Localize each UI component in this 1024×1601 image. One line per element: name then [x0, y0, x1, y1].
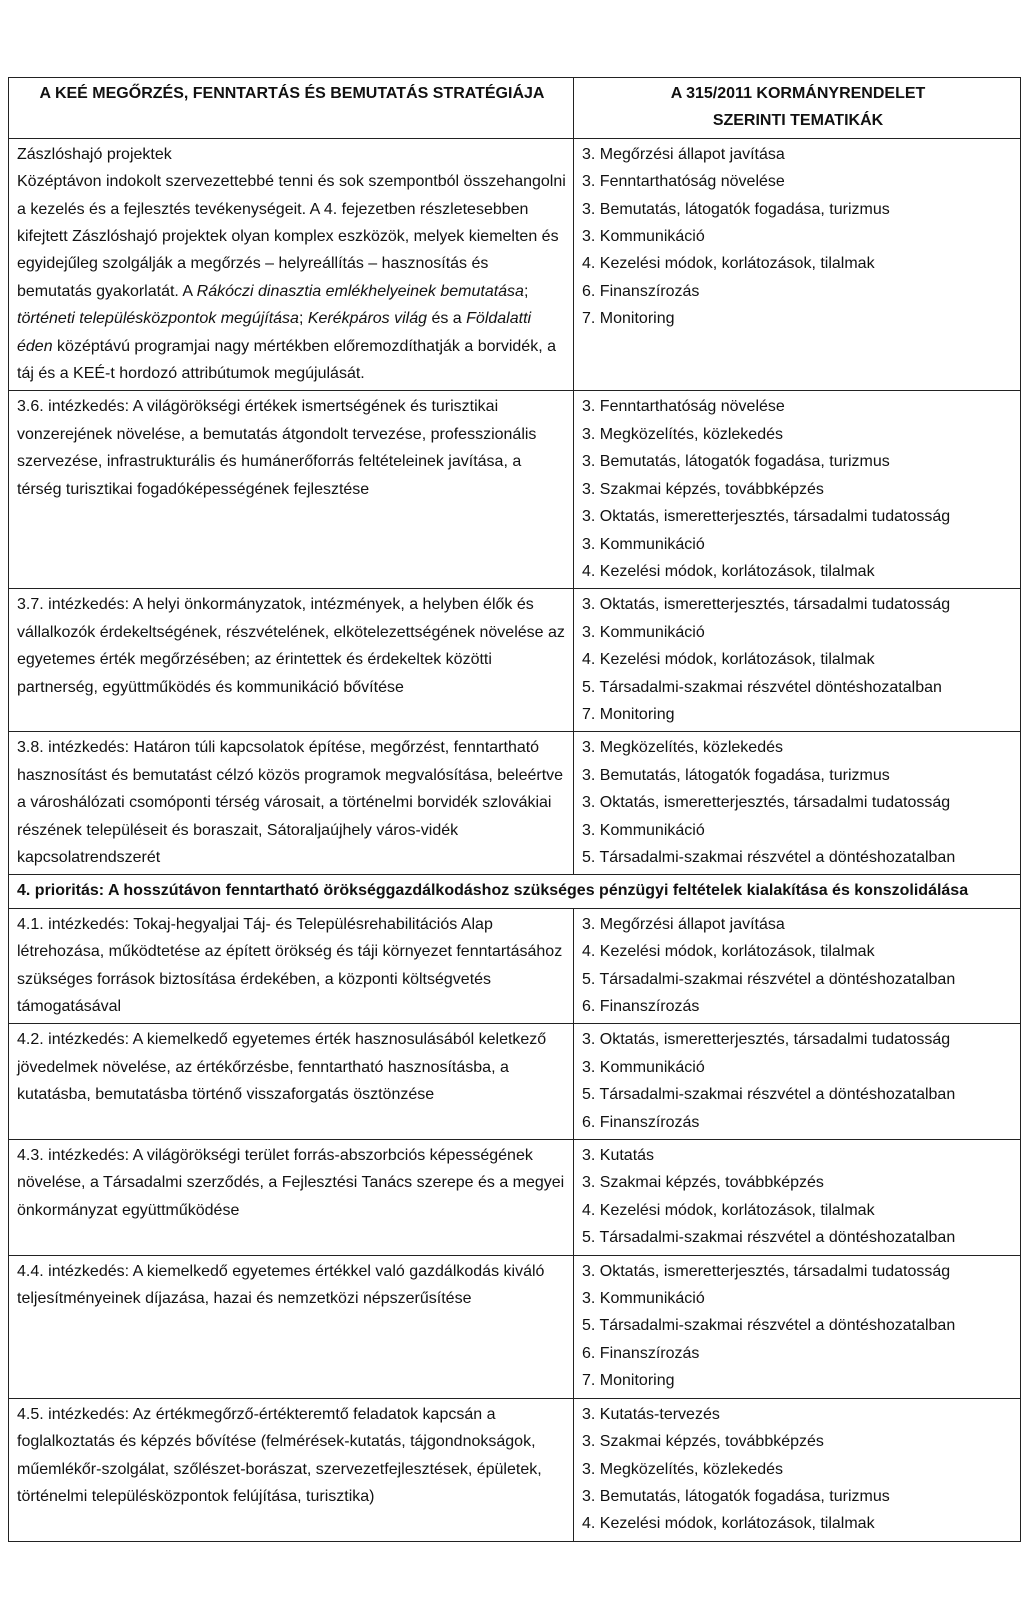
theme-item: 3. Oktatás, ismeretterjesztés, társadalmi tudatosság	[582, 794, 951, 812]
theme-item: 6. Finanszírozás	[582, 282, 700, 300]
theme-item: 3. Fenntarthatóság növelése	[582, 398, 785, 416]
theme-item: 5. Társadalmi-szakmai részvétel döntéshozatalban	[582, 678, 942, 696]
flagship-italic-4: Földalatti éden	[17, 310, 532, 355]
table-row-priority-4	[9, 875, 1021, 908]
flagship-sep-2: ;	[298, 310, 308, 328]
theme-item: 5. Társadalmi-szakmai részvétel a döntéshozatalban	[582, 970, 956, 988]
theme-item: 3. Kommunikáció	[582, 1290, 705, 1308]
measure-3-8-cell	[9, 732, 574, 875]
measure-4-2-themes-cell	[574, 1024, 1021, 1140]
flagship-sep-3: és a	[427, 310, 467, 328]
theme-item: 6. Finanszírozás	[582, 1113, 700, 1131]
table-row-4-1	[9, 908, 1021, 1024]
flagship-italic-2: történeti településközpontok megújítása	[17, 310, 299, 328]
measure-4-4-themes-cell	[574, 1255, 1021, 1398]
table-header-row	[9, 78, 1021, 139]
measure-4-5-themes-cell	[574, 1398, 1021, 1541]
measure-3-6-themes-cell	[574, 391, 1021, 589]
measure-3-7-text: 3.7. intézkedés: A helyi önkormányzatok, intézmények, a helyben élők és vállalkozók érdekeltségének, részvételének, elkötelezettségének növelése az egyetemes érték megőrzésében; az érintettek és érdekeltek közötti partnerség, együttműködés és kommunikáció bővítése	[17, 596, 565, 696]
flagship-text-part1: Középtávon indokolt szervezettebbé tenni és sok szempontból összehangolni a kezelés és a fejlesztés tevékenységeit. A 4. fejezetben részletesebben kifejtett Zászlóshajó projektek olyan komplex eszközök, melyek kiemelten és egyidejűleg szolgálják a megőrzés – helyreállítás – hasznosítás és bemutatás gyakorlatát. A	[17, 173, 566, 300]
theme-item: 4. Kezelési módok, korlátozások, tilalmak	[582, 562, 875, 580]
theme-item: 3. Megközelítés, közlekedés	[582, 739, 783, 757]
measure-4-5-cell	[9, 1398, 574, 1541]
theme-item: 5. Társadalmi-szakmai részvétel a döntéshozatalban	[582, 848, 956, 866]
theme-item: 3. Szakmai képzés, továbbképzés	[582, 1174, 824, 1192]
measure-4-2-cell	[9, 1024, 574, 1140]
measure-4-4-cell	[9, 1255, 574, 1398]
measure-4-1-themes-cell	[574, 908, 1021, 1024]
theme-item: 3. Szakmai képzés, továbbképzés	[582, 480, 824, 498]
measure-4-1-cell	[9, 908, 574, 1024]
theme-item: 3. Kommunikáció	[582, 821, 705, 839]
measure-4-3-cell	[9, 1140, 574, 1256]
table-row-flagship	[9, 138, 1021, 391]
theme-item: 3. Kommunikáció	[582, 228, 705, 246]
theme-item: 3. Megőrzési állapot javítása	[582, 145, 785, 163]
flagship-sep-1: ;	[523, 282, 529, 300]
theme-item: 3. Kutatás	[582, 1147, 655, 1165]
theme-item: 3. Kommunikáció	[582, 1058, 705, 1076]
measure-4-3-themes-cell	[574, 1140, 1021, 1256]
flagship-text-part2: középtávú programjai nagy mértékben előremozdíthatják a borvidék, a táj és a KEÉ-t hordozó attribútumok megújulását.	[17, 337, 556, 383]
table-row-3-8	[9, 732, 1021, 875]
theme-item: 3. Szakmai képzés, továbbképzés	[582, 1433, 824, 1451]
measure-3-7-themes-cell	[574, 589, 1021, 732]
measure-3-7-cell	[9, 589, 574, 732]
priority-4-cell	[9, 875, 1021, 908]
measure-4-5-text: 4.5. intézkedés: Az értékmegőrző-értékteremtő feladatok kapcsán a foglalkoztatás és képzés bővítése (felmérések-kutatás, tájgondnokságok, műemlékőr-szolgálat, szőlészet-borászat, szervezetfejlesztések, épületek, történelmi településközpontok felújítása, turisztika)	[17, 1405, 542, 1505]
table-row-4-5	[9, 1398, 1021, 1541]
theme-item: 5. Társadalmi-szakmai részvétel a döntéshozatalban	[582, 1229, 956, 1247]
measure-3-8-themes-cell	[574, 732, 1021, 875]
table-row-4-4	[9, 1255, 1021, 1398]
theme-item: 3. Bemutatás, látogatók fogadása, turizmus	[582, 1487, 890, 1505]
header-right-title-line1: A 315/2011 KORMÁNYRENDELET	[670, 85, 926, 102]
theme-item: 4. Kezelési módok, korlátozások, tilalmak	[582, 255, 875, 273]
theme-item: 3. Bemutatás, látogatók fogadása, turizmus	[582, 766, 890, 784]
flagship-italic-1: Rákóczi dinasztia emlékhelyeinek bemutatása	[196, 282, 524, 300]
header-left-title: A KEÉ MEGŐRZÉS, FENNTARTÁS ÉS BEMUTATÁS STRATÉGIÁJA	[39, 85, 545, 102]
header-right-cell	[574, 78, 1021, 139]
measure-3-8-text: 3.8. intézkedés: Határon túli kapcsolatok építése, megőrzést, fenntartható hasznosítást és bemutatást célzó közös programok megvalósítása, beleértve a városhálózati csomóponti térség városait, a történelmi borvidék szlovákiai részének településeit és boraszait, Sátoraljaújhely város-vidék kapcsolatrendszerét	[17, 739, 564, 866]
theme-item: 7. Monitoring	[582, 705, 675, 723]
measure-4-2-text: 4.2. intézkedés: A kiemelkedő egyetemes érték hasznosulásából keletkező jövedelmek növelése, az értékőrzésbe, fenntartható hasznosításba, a kutatásba, bemutatásba történő visszaforgatás ösztönzése	[17, 1031, 547, 1104]
table-row-4-3	[9, 1140, 1021, 1256]
measure-4-1-text: 4.1. intézkedés: Tokaj-hegyaljai Táj- és Településrehabilitációs Alap létrehozása, működtetése az épített örökség és táji környezet fenntartásához szükséges források biztosítása érdekében, a központi költségvetés támogatásával	[17, 915, 563, 1015]
theme-item: 3. Megközelítés, közlekedés	[582, 1460, 783, 1478]
theme-item: 5. Társadalmi-szakmai részvétel a döntéshozatalban	[582, 1086, 956, 1104]
theme-item: 3. Kutatás-tervezés	[582, 1405, 720, 1423]
theme-item: 7. Monitoring	[582, 310, 675, 328]
theme-item: 6. Finanszírozás	[582, 1344, 700, 1362]
theme-item: 3. Bemutatás, látogatók fogadása, turizmus	[582, 453, 890, 471]
theme-item: 4. Kezelési módok, korlátozások, tilalmak	[582, 651, 875, 669]
theme-item: 3. Oktatás, ismeretterjesztés, társadalmi tudatosság	[582, 1262, 951, 1280]
flagship-themes-cell	[574, 138, 1021, 391]
table-row-3-7	[9, 589, 1021, 732]
table-row-3-6	[9, 391, 1021, 589]
strategy-table	[8, 77, 1021, 1542]
theme-item: 3. Oktatás, ismeretterjesztés, társadalmi tudatosság	[582, 596, 951, 614]
theme-item: 3. Oktatás, ismeretterjesztés, társadalmi tudatosság	[582, 508, 951, 526]
priority-4-text: 4. prioritás: A hosszútávon fenntartható örökséggazdálkodáshoz szükséges pénzügyi feltételek kialakítása és konszolidálása	[17, 882, 969, 900]
measure-4-4-text: 4.4. intézkedés: A kiemelkedő egyetemes értékkel való gazdálkodás kiváló teljesítményeinek díjazása, hazai és nemzetközi népszerűsítése	[17, 1262, 545, 1308]
theme-item: 5. Társadalmi-szakmai részvétel a döntéshozatalban	[582, 1317, 956, 1335]
measure-3-6-cell	[9, 391, 574, 589]
flagship-italic-3: Kerékpáros világ	[307, 310, 428, 328]
theme-item: 3. Kommunikáció	[582, 623, 705, 641]
measure-4-3-text: 4.3. intézkedés: A világörökségi terület forrás-abszorbciós képességének növelése, a Társadalmi szerződés, a Fejlesztési Tanács szerepe és a megyei önkormányzat együttműködése	[17, 1147, 565, 1219]
theme-item: 4. Kezelési módok, korlátozások, tilalmak	[582, 1515, 875, 1533]
theme-item: 3. Megőrzési állapot javítása	[582, 915, 785, 933]
theme-item: 3. Oktatás, ismeretterjesztés, társadalmi tudatosság	[582, 1031, 951, 1049]
theme-item: 4. Kezelési módok, korlátozások, tilalmak	[582, 943, 875, 961]
theme-item: 7. Monitoring	[582, 1372, 675, 1390]
theme-item: 6. Finanszírozás	[582, 998, 700, 1015]
header-left-cell	[9, 78, 574, 139]
measure-3-6-text: 3.6. intézkedés: A világörökségi értékek ismertségének és turisztikai vonzerejének növelése, a bemutatás átgondolt tervezése, professzionális szervezése, infrastrukturális és humánerőforrás feltételeinek javítása, a térség turisztikai fogadóképességének fejlesztése	[17, 398, 537, 498]
theme-item: 3. Kommunikáció	[582, 535, 705, 553]
header-right-title-line2: SZERINTI TEMATIKÁK	[712, 112, 884, 130]
table-row-4-2	[9, 1024, 1021, 1140]
theme-item: 3. Bemutatás, látogatók fogadása, turizmus	[582, 200, 890, 218]
theme-item: 3. Megközelítés, közlekedés	[582, 425, 783, 443]
theme-item: 4. Kezelési módok, korlátozások, tilalmak	[582, 1201, 875, 1219]
flagship-description-cell	[9, 138, 574, 391]
flagship-title: Zászlóshajó projektek	[17, 145, 172, 163]
theme-item: 3. Fenntarthatóság növelése	[582, 173, 785, 191]
